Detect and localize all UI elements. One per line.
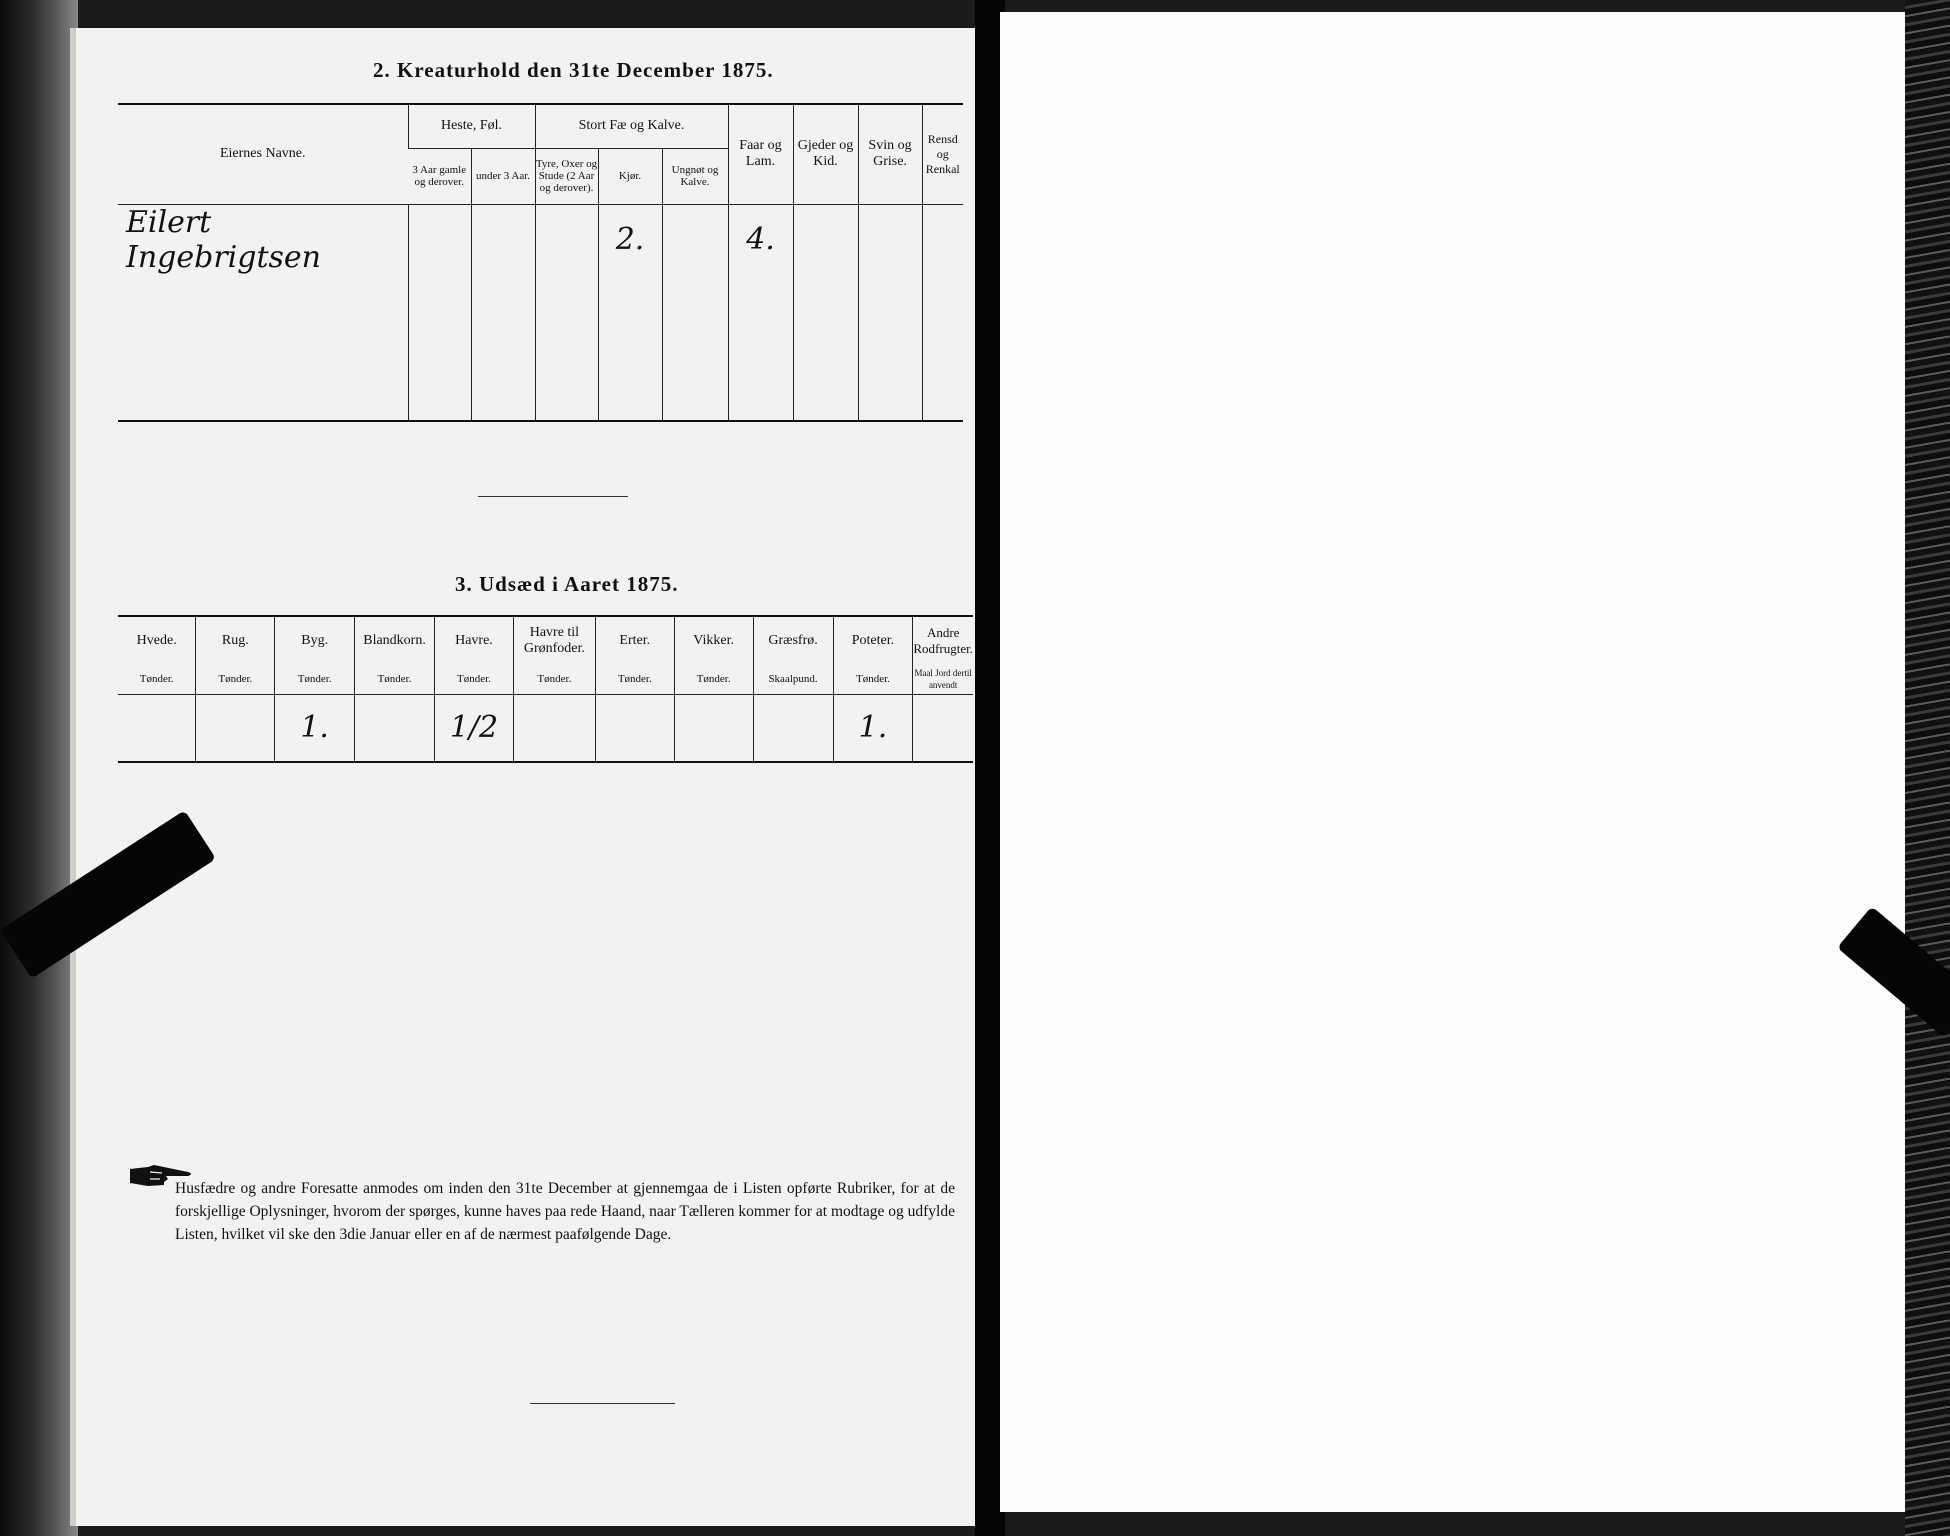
horses-header: Heste, Føl. xyxy=(408,104,535,148)
unit-label: Tønder. xyxy=(595,664,674,694)
unit-label: Tønder. xyxy=(275,664,355,694)
unit-label: Tønder. xyxy=(833,664,913,694)
sowing-table xyxy=(118,615,973,763)
notice-text: Husfædre og andre Foresatte anmodes om inden den 31te December at gjennemgaa de i Listen opførte Rubriker, for at de forskjellige Oplysninger, hvorom der spørges, kunne haves paa rede Haand, naar Tælleren kommer for at modtage og udfylde Listen, hvilket vil ske den 3die Januar eller en af de nærmest paafølgende Dage. xyxy=(175,1180,955,1243)
vetch-header: Vikker. xyxy=(674,616,753,664)
section3-title: 3. Udsæd i Aaret 1875. xyxy=(455,572,679,596)
marbled-cover-edge xyxy=(1905,0,1950,1536)
peas-header: Erter. xyxy=(595,616,674,664)
unit-label: Tønder. xyxy=(118,664,196,694)
horses-3yr-header: 3 Aar gamle og derover. xyxy=(408,148,471,204)
unit-label: Maal Jord dertil anvendt xyxy=(913,664,973,694)
right-page-blank xyxy=(1000,12,1912,1512)
owner-name-header: Eiernes Navne. xyxy=(118,104,408,204)
potatoes-header: Poteter. xyxy=(833,616,913,664)
mixed-grain-header: Blandkorn. xyxy=(355,616,435,664)
young-cattle-header: Ungnøt og Kalve. xyxy=(662,148,728,204)
table-row xyxy=(118,204,963,275)
potatoes-amount: 1. xyxy=(833,694,913,762)
wheat-header: Hvede. xyxy=(136,632,177,648)
rye-header: Rug. xyxy=(196,616,275,664)
unit-label: Tønder. xyxy=(355,664,435,694)
section2-title: 2. Kreaturhold den 31te December 1875. xyxy=(373,58,774,82)
cattle-header: Stort Fæ og Kalve. xyxy=(535,104,728,148)
root-crops-header: Andre Rodfrugter. xyxy=(913,616,973,664)
grass-seed-header: Græsfrø. xyxy=(753,616,833,664)
table-row xyxy=(118,694,973,762)
barley-amount: 1. xyxy=(275,694,355,762)
unit-label: Skaalpund. xyxy=(753,664,833,694)
cows-header: Kjør. xyxy=(598,148,662,204)
oats-amount: 1/2 xyxy=(435,694,514,762)
cows-count: 2. xyxy=(598,204,662,275)
bottom-rule xyxy=(530,1403,675,1404)
sheep-header: Faar og Lam. xyxy=(728,104,793,204)
oats-fodder-header: Havre til Grønfoder. xyxy=(513,616,595,664)
horses-under3-header: under 3 Aar. xyxy=(471,148,535,204)
livestock-table xyxy=(118,103,963,422)
bulls-oxen-header: Tyre, Oxer og Stude (2 Aar og derover). xyxy=(535,148,598,204)
owner-name: Eilert Ingebrigtsen xyxy=(126,204,321,275)
reindeer-header: Rensd og Renkal xyxy=(922,104,963,204)
unit-label: Tønder. xyxy=(196,664,275,694)
goats-header: Gjeder og Kid. xyxy=(793,104,858,204)
sheep-count: 4. xyxy=(728,204,793,275)
unit-label: Tønder. xyxy=(513,664,595,694)
unit-label: Tønder. xyxy=(435,664,514,694)
separator-rule xyxy=(478,496,628,497)
unit-label: Tønder. xyxy=(674,664,753,694)
oats-header: Havre. xyxy=(435,616,514,664)
barley-header: Byg. xyxy=(275,616,355,664)
pigs-header: Svin og Grise. xyxy=(858,104,922,204)
book-binding-left xyxy=(0,0,78,1536)
